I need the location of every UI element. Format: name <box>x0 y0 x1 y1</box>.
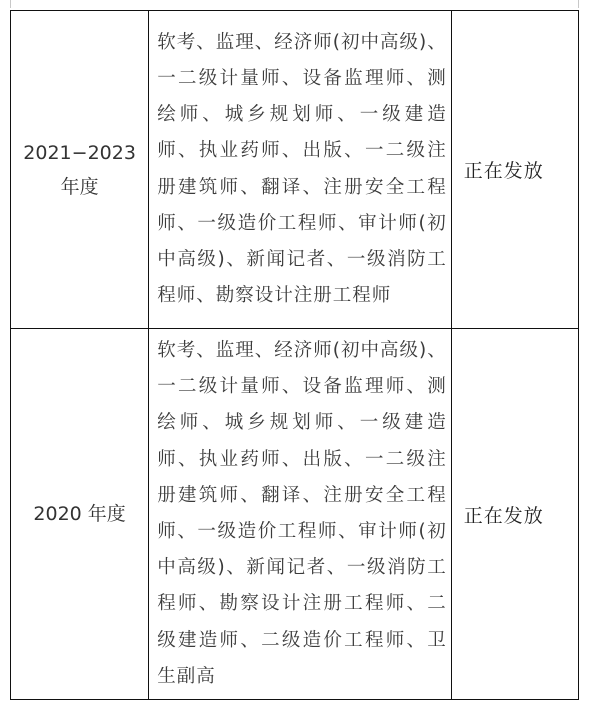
certificate-table <box>10 10 579 700</box>
top-left-border-mark <box>10 0 11 8</box>
titles-text: 软考、监理、经济师(初中高级)、一二级计量师、设备监理师、测绘师、城乡规划师、一级建造师、执业药师、出版、一二级注册建筑师、翻译、注册安全工程师、一级造价工程师、审计师(初中高级)、新闻记者、一级消防工程师、勘察设计注册工程师、二级建造师、二级造价工程师、卫生副高 <box>157 339 447 687</box>
top-right-border-mark <box>578 0 579 8</box>
titles-cell <box>149 329 452 700</box>
titles-text: 软考、监理、经济师(初中高级)、一二级计量师、设备监理师、测绘师、城乡规划师、一级建造师、执业药师、出版、一二级注册建筑师、翻译、注册安全工程师、一级造价工程师、审计师(初中高级)、新闻记者、一级消防工程师、勘察设计注册工程师 <box>157 31 447 307</box>
table-row <box>11 11 579 329</box>
table-row <box>11 329 579 700</box>
status-cell: 正在发放 <box>451 329 578 700</box>
status-cell: 正在发放 <box>451 11 578 329</box>
year-cell: 2021−2023 年度 <box>11 11 149 329</box>
titles-cell <box>149 11 452 329</box>
year-cell: 2020 年度 <box>11 329 149 700</box>
